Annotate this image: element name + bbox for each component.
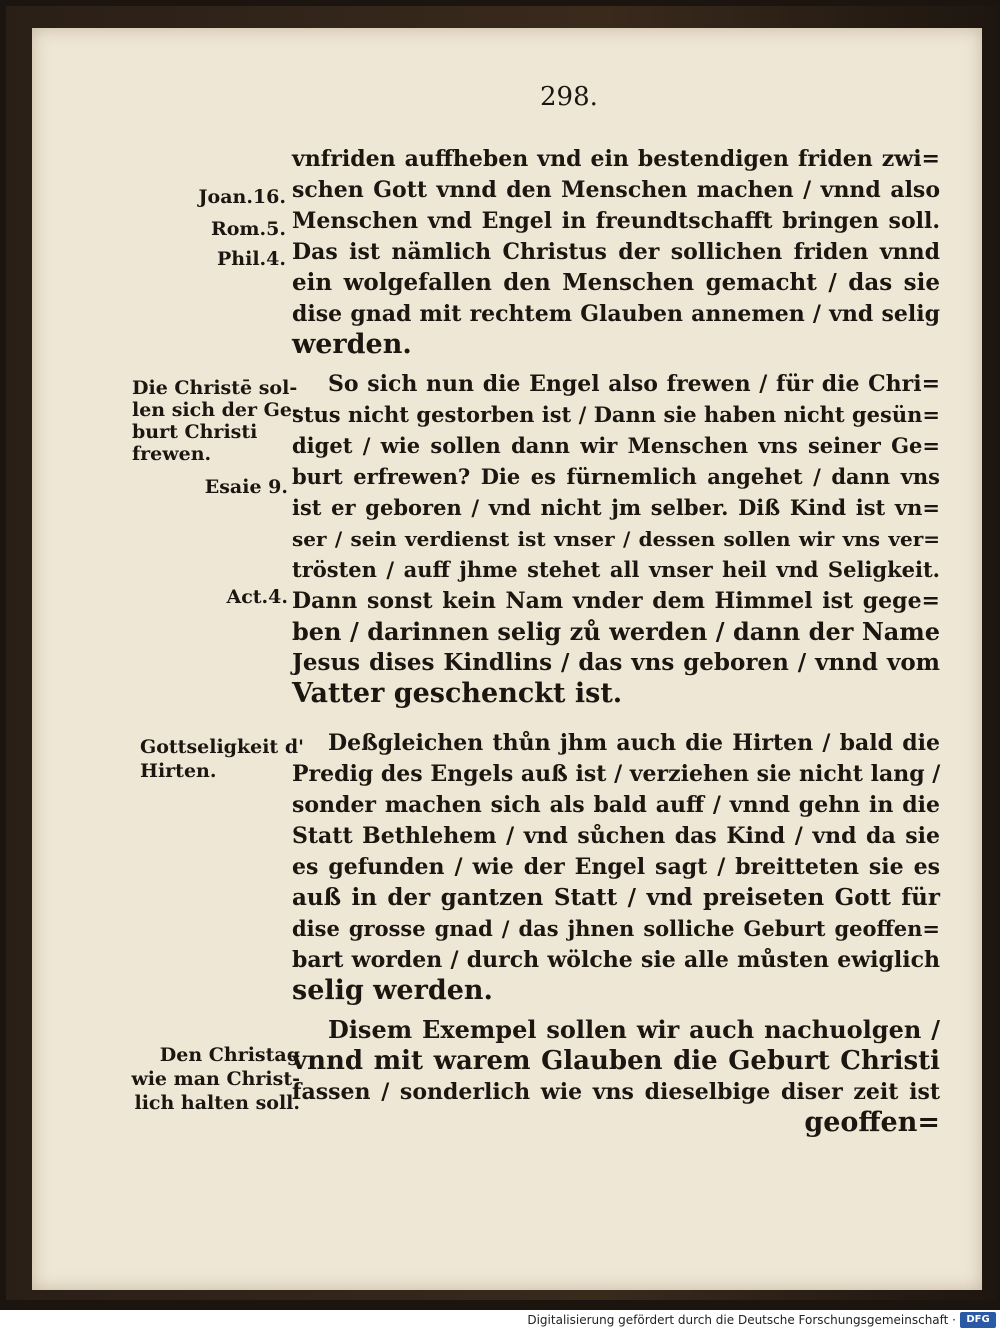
text-line: auß in der gantzen Statt / vnd preiseten Gott für — [292, 884, 940, 911]
text-line: werden. — [292, 329, 412, 360]
margin-note-hirten-2: Hirten. — [140, 760, 217, 782]
text-line: Predig des Engels auß ist / verziehen sie nicht lang / — [292, 761, 941, 787]
text-line: Statt Bethlehem / vnd sůchen das Kind / vnd da sie — [292, 823, 940, 849]
margin-note-act: Act.4. — [226, 586, 288, 608]
footer-credit: Digitalisierung gefördert durch die Deutsche Forschungsgemeinschaft · — [527, 1313, 956, 1327]
footer-bar — [0, 1310, 1000, 1331]
margin-note-joan: Joan.16. — [198, 186, 286, 208]
text-line: selig werden. — [292, 975, 493, 1006]
margin-note-christag-2: wie man Christ- — [131, 1068, 300, 1090]
text-line: ben / darinnen selig zů werden / dann der Name — [292, 617, 940, 646]
catchword: geoffen= — [804, 1107, 940, 1138]
text-line: dise grosse gnad / das jhnen solliche Geburt geoffen= — [292, 916, 940, 941]
page-number: 298. — [540, 82, 598, 112]
text-line: dise gnad mit rechtem Glauben annemen / vnd selig — [292, 301, 940, 327]
text-line: es gefunden / wie der Engel sagt / breitteten sie es — [292, 854, 940, 880]
text-line: ser / sein verdienst ist vnser / dessen sollen wir vns ver= — [292, 527, 940, 551]
text-line: schen Gott vnnd den Menschen machen / vnnd also — [292, 177, 940, 203]
text-line: ist er geboren / vnd nicht jm selber. Diß Kind ist vn= — [292, 495, 940, 520]
margin-note-rom: Rom.5. — [210, 218, 286, 240]
text-line: Vatter geschenckt ist. — [292, 678, 623, 709]
text-line: trösten / auff jhme stehet all vnser heil vnd Seligkeit. — [292, 557, 940, 582]
text-line: stus nicht gestorben ist / Dann sie haben nicht gesün= — [292, 402, 940, 427]
text-line: vnnd mit warem Glauben die Geburt Christi — [292, 1046, 940, 1076]
margin-note-christag-3: lich halten soll. — [134, 1092, 300, 1114]
margin-note-hirten-1: Gottseligkeit d' — [140, 736, 304, 758]
text-line: bart worden / durch wölche sie alle můsten ewiglich — [292, 947, 940, 973]
dfg-logo: DFG — [960, 1312, 996, 1328]
text-line: Deßgleichen thůn jhm auch die Hirten / bald die — [328, 730, 940, 756]
margin-note-christen-frewen-2: len sich der Ge- — [132, 399, 300, 421]
text-line: fassen / sonderlich wie vns dieselbige diser zeit ist — [292, 1079, 940, 1105]
margin-note-christag-1: Den Christag — [159, 1044, 300, 1066]
text-line: burt erfrewen? Die es fürnemlich angehet / dann vns — [292, 464, 940, 489]
text-line: Dann sonst kein Nam vnder dem Himmel ist gege= — [292, 588, 940, 614]
text-line: sonder machen sich als bald auff / vnnd gehn in die — [292, 792, 940, 818]
text-line: Jesus dises Kindlins / das vns geboren / vnnd vom — [292, 649, 940, 676]
margin-note-christen-frewen-1: Die Christē sol- — [132, 377, 298, 399]
margin-note-esaie: Esaie 9. — [204, 476, 288, 498]
margin-note-phil: Phil.4. — [217, 248, 286, 270]
text-line: So sich nun die Engel also frewen / für die Chri= — [328, 371, 940, 397]
text-line: ein wolgefallen den Menschen gemacht / das sie — [292, 269, 940, 296]
text-line: Menschen vnd Engel in freundtschafft bringen soll. — [292, 208, 940, 234]
text-line: vnfriden auffheben vnd ein bestendigen friden zwi= — [292, 146, 940, 172]
margin-note-christen-frewen-3: burt Christi — [132, 421, 258, 443]
margin-note-christen-frewen-4: frewen. — [132, 443, 212, 465]
text-line: Das ist nämlich Christus der sollichen friden vnnd — [292, 239, 940, 265]
text-line: diget / wie sollen dann wir Menschen vns seiner Ge= — [292, 433, 940, 458]
text-line: Disem Exempel sollen wir auch nachuolgen / — [328, 1015, 940, 1044]
